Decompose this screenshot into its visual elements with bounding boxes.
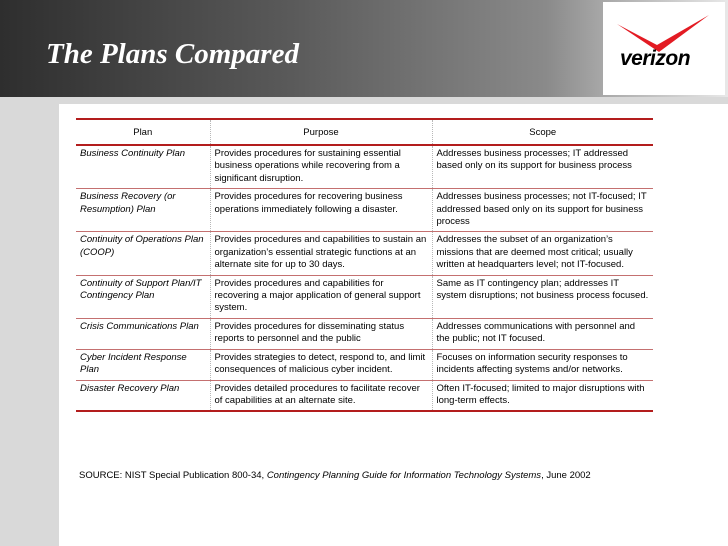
slide-header xyxy=(0,0,728,97)
source-document-title: Contingency Planning Guide for Information Technology Systems xyxy=(266,470,542,481)
purpose-cell: Provides procedures for disseminating status reports to personnel and the public xyxy=(210,318,432,349)
slide-title: The Plans Compared xyxy=(46,38,299,70)
table-row xyxy=(76,232,653,275)
verizon-logo xyxy=(603,2,725,95)
plan-cell: Cyber Incident Response Plan xyxy=(76,349,210,380)
purpose-cell: Provides procedures for recovering business operations immediately following a disaster. xyxy=(210,189,432,232)
table-row xyxy=(76,318,653,349)
scope-cell: Often IT-focused; limited to major disruptions with long-term effects. xyxy=(432,380,653,411)
source-citation xyxy=(79,470,591,481)
purpose-cell: Provides procedures and capabilities to sustain an organization’s essential strategic functions at an alternate site for up to 30 days. xyxy=(210,232,432,275)
scope-cell: Addresses the subset of an organization’s missions that are deemed most critical; usually written at headquarters level; not IT-focused. xyxy=(432,232,653,275)
plans-table xyxy=(76,118,653,412)
plan-cell: Business Recovery (or Resumption) Plan xyxy=(76,189,210,232)
scope-cell: Same as IT contingency plan; addresses IT system disruptions; not business process focused. xyxy=(432,275,653,318)
plan-cell: Continuity of Operations Plan (COOP) xyxy=(76,232,210,275)
table-row xyxy=(76,275,653,318)
column-header-purpose: Purpose xyxy=(210,119,432,145)
scope-cell: Focuses on information security responses to incidents affecting systems and/or networks. xyxy=(432,349,653,380)
purpose-cell: Provides detailed procedures to facilitate recover of capabilities at an alternate site. xyxy=(210,380,432,411)
scope-cell: Addresses communications with personnel and the public; not IT focused. xyxy=(432,318,653,349)
plan-cell: Crisis Communications Plan xyxy=(76,318,210,349)
table-header-row xyxy=(76,119,653,145)
table-row xyxy=(76,349,653,380)
source-suffix: , June 2002 xyxy=(541,470,591,481)
table-row xyxy=(76,145,653,189)
scope-cell: Addresses business processes; not IT-focused; IT addressed based only on its support for business process xyxy=(432,189,653,232)
plan-cell: Business Continuity Plan xyxy=(76,145,210,189)
purpose-cell: Provides procedures and capabilities for recovering a major application of general support system. xyxy=(210,275,432,318)
table-row xyxy=(76,380,653,411)
plan-cell: Continuity of Support Plan/IT Contingency Plan xyxy=(76,275,210,318)
scope-cell: Addresses business processes; IT addressed based only on its support for business process xyxy=(432,145,653,189)
table-row xyxy=(76,189,653,232)
plan-cell: Disaster Recovery Plan xyxy=(76,380,210,411)
purpose-cell: Provides procedures for sustaining essential business operations while recovering from a significant disruption. xyxy=(210,145,432,189)
source-prefix: SOURCE: NIST Special Publication 800-34, xyxy=(79,470,267,481)
purpose-cell: Provides strategies to detect, respond to, and limit consequences of malicious cyber incident. xyxy=(210,349,432,380)
column-header-scope: Scope xyxy=(432,119,653,145)
column-header-plan: Plan xyxy=(76,119,210,145)
logo-wordmark: verizon xyxy=(620,47,691,70)
